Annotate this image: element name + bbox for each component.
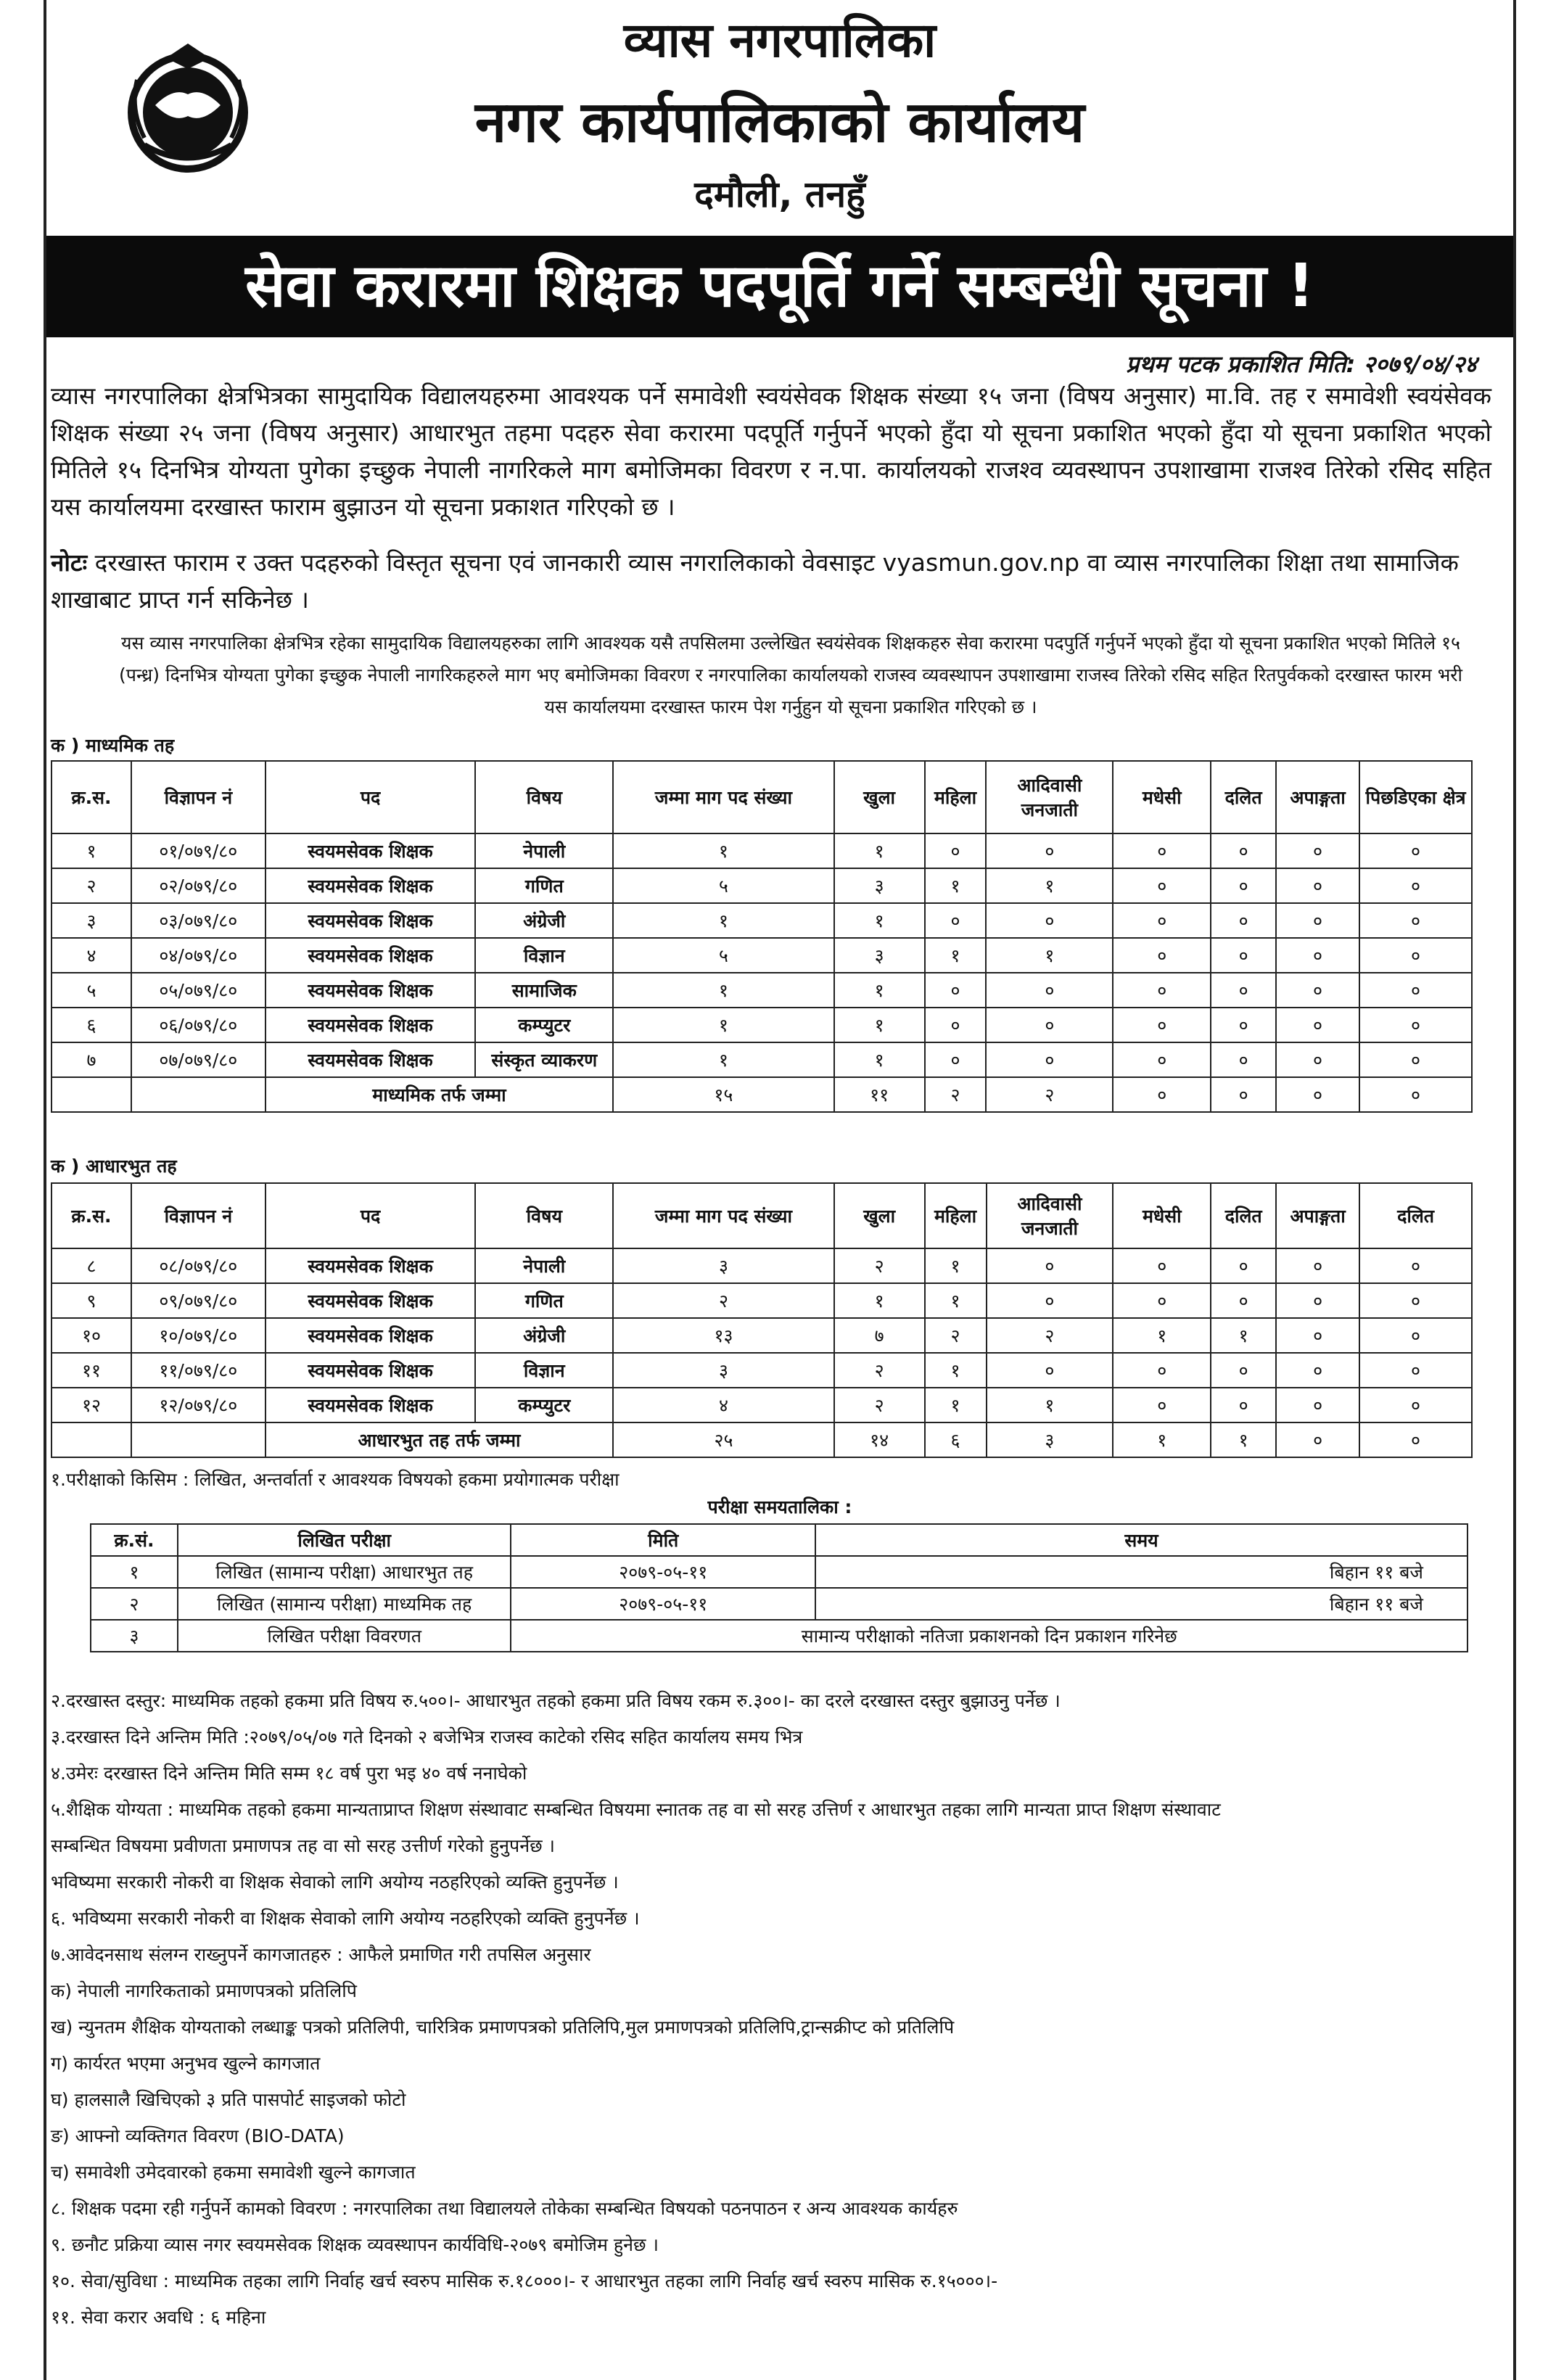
list-item: भविष्यमा सरकारी नोकरी वा शिक्षक सेवाको लागि अयोग्य नठहरिएको व्यक्ति हुनुपर्नेछ ।: [51, 1872, 619, 1893]
total-cell: १: [1211, 1422, 1276, 1457]
cell: गणित: [475, 1283, 613, 1318]
secondary-table-body: [52, 833, 1472, 1112]
cell: ०: [987, 1283, 1114, 1318]
column-header: खुला: [834, 761, 925, 833]
cell: ०: [1359, 833, 1472, 868]
cell: स्वयमसेवक शिक्षक: [265, 1318, 476, 1353]
list-item: ७.आवेदनसाथ संलग्न राख्नुपर्ने कागजातहरु : आफैले प्रमाणित गरी तपसिल अनुसार: [51, 1944, 591, 1965]
list-item: ११. सेवा करार अवधि : ६ महिना: [51, 2307, 266, 2328]
column-header: क्र.स.: [52, 761, 131, 833]
total-cell: ०: [1113, 1077, 1211, 1112]
total-cell: १: [1113, 1422, 1211, 1457]
cell: नेपाली: [475, 833, 613, 868]
total-cell: ११: [834, 1077, 925, 1112]
cell: ०: [1113, 833, 1211, 868]
cell: ०: [1359, 903, 1472, 938]
cell: ०: [925, 1042, 987, 1077]
cell: १: [834, 833, 925, 868]
cell: ०: [1276, 868, 1359, 903]
cell: १: [925, 1388, 987, 1422]
basic-header-row: [52, 1183, 1472, 1248]
cell: ०: [1276, 1042, 1359, 1077]
total-cell: १५: [613, 1077, 833, 1112]
cell: स्वयमसेवक शिक्षक: [265, 1248, 476, 1283]
cell: ०: [1276, 1318, 1359, 1353]
conditions-list: [51, 1683, 1491, 2336]
total-cell: ०: [1211, 1077, 1276, 1112]
cell: ०: [1113, 1248, 1211, 1283]
secondary-header-row: [52, 761, 1472, 833]
cell: ०: [986, 973, 1113, 1008]
cell: नेपाली: [475, 1248, 613, 1283]
table-row: [52, 1008, 1472, 1042]
table-row: [52, 1042, 1472, 1077]
cell: ८: [52, 1248, 131, 1283]
cell: ३: [91, 1620, 178, 1652]
cell: २: [613, 1283, 834, 1318]
column-header: पिछडिएका क्षेत्र: [1359, 761, 1472, 833]
cell: कम्प्युटर: [475, 1388, 613, 1422]
cell: ०: [1276, 938, 1359, 973]
cell: १: [52, 833, 131, 868]
column-header: विषय: [475, 1183, 613, 1248]
list-item: च) समावेशी उमेदवारको हकमा समावेशी खुल्ने कागजात: [51, 2162, 416, 2183]
table-row: [52, 973, 1472, 1008]
secondary-table: [51, 760, 1473, 1113]
total-row: [52, 1077, 1472, 1112]
cell: २: [925, 1318, 987, 1353]
cell: ५: [613, 868, 833, 903]
list-item: ६. भविष्यमा सरकारी नोकरी वा शिक्षक सेवाको लागि अयोग्य नठहरिएको व्यक्ति हुनुपर्नेछ ।: [51, 1908, 640, 1929]
cell: १: [834, 1042, 925, 1077]
cell: ६: [52, 1008, 131, 1042]
cell: अंग्रेजी: [475, 1318, 613, 1353]
note-text: दरखास्त फाराम र उक्त पदहरुको विस्तृत सूचना एवं जानकारी व्यास नगरालिकाको वेवसाइट vyasmun.gov.np वा व्यास नगरपालिका शिक्षा तथा सामाजिक शाखाबाट प्राप्त गर्न सकिनेछ ।: [51, 548, 1459, 614]
column-header: मिति: [511, 1524, 815, 1556]
column-header: जम्मा माग पद संख्या: [613, 1183, 834, 1248]
table-row: [91, 1588, 1468, 1620]
column-header: विज्ञापन नं: [131, 1183, 265, 1248]
list-item: ख) न्युनतम शैक्षिक योग्यताको लब्धाङ्क पत्रको प्रतिलिपी, चारित्रिक प्रमाणपत्रको प्रतिलिपि,मुल प्रमाणपत्रको प्रतिलिपि,ट्रान्सक्रीप्ट को प्रतिलिपि: [51, 2017, 955, 2038]
cell: १: [925, 1248, 987, 1283]
cell: स्वयमसेवक शिक्षक: [265, 1008, 476, 1042]
cell: ०: [1211, 1283, 1276, 1318]
total-cell: ०: [1359, 1077, 1472, 1112]
list-item: ५.शैक्षिक योग्यता : माध्यमिक तहको हकमा मान्यताप्राप्त शिक्षण संस्थावाट सम्बन्धित विषयमा स्नातक तह वा सो सरह उत्तिर्ण र आधारभुत तहका लागि मान्यता प्राप्त शिक्षण संस्थावाट: [51, 1799, 1221, 1820]
cell: सामाजिक: [475, 973, 613, 1008]
column-header: जम्मा माग पद संख्या: [613, 761, 833, 833]
cell: ०: [1276, 1283, 1359, 1318]
cell: ११/०७९/८०: [131, 1353, 265, 1388]
column-header: समय: [815, 1524, 1468, 1556]
list-item: २.दरखास्त दस्तुर: माध्यमिक तहको हकमा प्रति विषय रु.५००।- आधारभुत तहको हकमा प्रति विषय रकम रु.३००।- का दरले दरखास्त दस्तुर बुझाउनु पर्नेछ ।: [51, 1690, 1061, 1711]
cell: ०: [925, 1008, 987, 1042]
cell: ३: [613, 1248, 834, 1283]
cell: [52, 1422, 131, 1457]
office-address: दमौली, तनहुँ: [694, 173, 865, 215]
cell: ०७/०७९/८०: [131, 1042, 265, 1077]
table-row: [52, 1283, 1472, 1318]
cell: २०७९-०५-११: [511, 1588, 815, 1620]
cell: २: [52, 868, 131, 903]
cell: १०/०७९/८०: [131, 1318, 265, 1353]
cell: सामान्य परीक्षाको नतिजा प्रकाशनको दिन प्रकाशन गरिनेछ: [511, 1620, 1468, 1652]
cell: ०: [1359, 868, 1472, 903]
cell: ७: [834, 1318, 925, 1353]
cell: १: [925, 1283, 987, 1318]
cell: २०७९-०५-११: [511, 1556, 815, 1588]
total-cell: ०: [1276, 1077, 1359, 1112]
cell: स्वयमसेवक शिक्षक: [265, 833, 476, 868]
cell: गणित: [475, 868, 613, 903]
cell: ०८/०७९/८०: [131, 1248, 265, 1283]
cell: ०: [1113, 868, 1211, 903]
cell: ०: [986, 833, 1113, 868]
cell: १: [925, 1353, 987, 1388]
cell: ०: [1359, 973, 1472, 1008]
table-row: [91, 1620, 1468, 1652]
column-header: अपाङ्गता: [1276, 1183, 1359, 1248]
cell: स्वयमसेवक शिक्षक: [265, 1353, 476, 1388]
note-label: नोटः: [51, 548, 88, 577]
cell: ०: [1276, 1388, 1359, 1422]
schedule-body: [91, 1556, 1468, 1652]
cell: ०३/०७९/८०: [131, 903, 265, 938]
cell: १: [834, 1283, 925, 1318]
column-header: विज्ञापन नं: [131, 761, 265, 833]
table-row: [52, 1388, 1472, 1422]
column-header: मधेसी: [1113, 1183, 1211, 1248]
cell: १: [613, 903, 833, 938]
publish-date: प्रथम पटक प्रकाशित मिति: २०७९/०४/२४: [1126, 350, 1477, 378]
header: [46, 0, 1513, 218]
cell: २: [834, 1353, 925, 1388]
column-header: महिला: [925, 1183, 987, 1248]
column-header: खुला: [834, 1183, 925, 1248]
cell: ०: [1211, 833, 1276, 868]
cell: ०: [1211, 1388, 1276, 1422]
cell: लिखित (सामान्य परीक्षा) माध्यमिक तह: [178, 1588, 511, 1620]
cell: ०: [1359, 1353, 1472, 1388]
total-cell: ०: [1359, 1422, 1472, 1457]
cell: ०: [1211, 938, 1276, 973]
cell: ०: [1359, 1042, 1472, 1077]
cell: १२/०७९/८०: [131, 1388, 265, 1422]
cell: ३: [834, 938, 925, 973]
column-header: दलित: [1359, 1183, 1472, 1248]
column-header: मधेसी: [1113, 761, 1211, 833]
cell: ०४/०७९/८०: [131, 938, 265, 973]
cell: ०: [1359, 1283, 1472, 1318]
table-row: [52, 903, 1472, 938]
cell: २: [987, 1318, 1114, 1353]
cell: ०: [1276, 1008, 1359, 1042]
table-row: [52, 1248, 1472, 1283]
cell: स्वयमसेवक शिक्षक: [265, 938, 476, 973]
cell: ०: [987, 1353, 1114, 1388]
column-header: पद: [265, 1183, 476, 1248]
cell: [131, 1077, 265, 1112]
cell: ११: [52, 1353, 131, 1388]
cell: विज्ञान: [475, 1353, 613, 1388]
column-header: पद: [265, 761, 476, 833]
total-cell: ०: [1276, 1422, 1359, 1457]
cell: स्वयमसेवक शिक्षक: [265, 868, 476, 903]
cell: ०: [1113, 1042, 1211, 1077]
cell: ०: [1113, 1388, 1211, 1422]
list-item: क) नेपाली नागरिकताको प्रमाणपत्रको प्रतिलिपि: [51, 1980, 357, 2001]
cell: १: [834, 1008, 925, 1042]
cell: ०: [1359, 1388, 1472, 1422]
table-row: [52, 1318, 1472, 1353]
cell: १३: [613, 1318, 834, 1353]
municipality-name: व्यास नगरपालिका: [623, 12, 937, 68]
cell: ०: [1113, 973, 1211, 1008]
table-row: [52, 938, 1472, 973]
cell: ०: [1276, 1248, 1359, 1283]
cell: ९: [52, 1283, 131, 1318]
cell: ०१/०७९/८०: [131, 833, 265, 868]
cell: १: [613, 1008, 833, 1042]
list-item: ३.दरखास्त दिने अन्तिम मिति :२०७९/०५/०७ गते दिनको २ बजेभित्र राजस्व काटेको रसिद सहित कार्यालय समय भित्र: [51, 1726, 803, 1747]
cell: १: [925, 868, 987, 903]
cell: ४: [613, 1388, 834, 1422]
cell: १: [1113, 1318, 1211, 1353]
cell: कम्प्युटर: [475, 1008, 613, 1042]
column-header: दलित: [1211, 761, 1276, 833]
cell: संस्कृत व्याकरण: [475, 1042, 613, 1077]
cell: ०: [1211, 1042, 1276, 1077]
list-item: १०. सेवा/सुविधा : माध्यमिक तहका लागि निर्वाह खर्च स्वरुप मासिक रु.१८०००।- र आधारभुत तहका लागि निर्वाह खर्च स्वरुप मासिक रु.१५०००।-: [51, 2270, 998, 2292]
cell: ७: [52, 1042, 131, 1077]
cell: ०: [1211, 903, 1276, 938]
intro-paragraph-2: यस व्यास नगरपालिका क्षेत्रभित्र रहेका सामुदायिक विद्यालयहरुका लागि आवश्यक यसै तपसिलमा उल्लेखित स्वयंसेवक शिक्षकहरु सेवा करारमा पदपुर्ति गर्नुपर्ने भएको हुँदा यो सूचना प्रकाशित भएको मितिले १५ (पन्ध्र) दिनभित्र योग्यता पुगेका इच्छुक नेपाली नागरिकहरुले माग भए बमोजिमका विवरण र नगरपालिका कार्यालयको राजस्व व्यवस्थापन उपशाखामा राजस्व तिरेको रसिद सहित रितपुर्वकको दरखास्त फारम भरी यस कार्यालयमा दरखास्त फारम पेश गर्नुहुन यो सूचना प्रकाशित गरिएको छ ।: [119, 633, 1462, 717]
cell: ०: [986, 903, 1113, 938]
cell: ०: [1113, 1353, 1211, 1388]
cell: १: [91, 1556, 178, 1588]
cell: ५: [52, 973, 131, 1008]
total-label: आधारभुत तह तर्फ जम्मा: [265, 1422, 613, 1457]
cell: १: [1211, 1318, 1276, 1353]
cell: स्वयमसेवक शिक्षक: [265, 973, 476, 1008]
cell: १: [834, 903, 925, 938]
cell: ०: [986, 1008, 1113, 1042]
schedule-header-row: [91, 1524, 1468, 1556]
cell: १: [613, 1042, 833, 1077]
cell: ३: [52, 903, 131, 938]
column-header: क्र.स.: [52, 1183, 131, 1248]
cell: बिहान ११ बजे: [815, 1556, 1468, 1588]
cell: बिहान ११ बजे: [815, 1588, 1468, 1620]
cell: ०५/०७९/८०: [131, 973, 265, 1008]
cell: ०: [1211, 1248, 1276, 1283]
total-cell: १४: [834, 1422, 925, 1457]
column-header: आदिवासी जनजाती: [986, 761, 1113, 833]
cell: ०९/०७९/८०: [131, 1283, 265, 1318]
total-cell: २: [925, 1077, 987, 1112]
cell: ५: [613, 938, 833, 973]
cell: ०: [986, 1042, 1113, 1077]
column-header: आदिवासी जनजाती: [987, 1183, 1114, 1248]
cell: २: [91, 1588, 178, 1620]
column-header: विषय: [475, 761, 613, 833]
total-cell: २: [986, 1077, 1113, 1112]
total-cell: ३: [987, 1422, 1114, 1457]
cell: ०: [925, 903, 987, 938]
column-header: लिखित परीक्षा: [178, 1524, 511, 1556]
cell: ०: [1211, 973, 1276, 1008]
cell: ०: [1359, 938, 1472, 973]
notice-banner: सेवा करारमा शिक्षक पदपूर्ति गर्ने सम्बन्धी सूचना !: [46, 236, 1513, 337]
cell: १: [987, 1388, 1114, 1422]
basic-section-title: क ) आधारभुत तह: [51, 1156, 177, 1177]
cell: अंग्रेजी: [475, 903, 613, 938]
list-item: ग) कार्यरत भएमा अनुभव खुल्ने कागजात: [51, 2053, 321, 2074]
cell: स्वयमसेवक शिक्षक: [265, 1283, 476, 1318]
cell: स्वयमसेवक शिक्षक: [265, 1388, 476, 1422]
list-item: ४.उमेरः दरखास्त दिने अन्तिम मिति सम्म १८ वर्ष पुरा भइ ४० वर्ष ननाघेको: [51, 1763, 527, 1784]
cell: १: [986, 868, 1113, 903]
cell: विज्ञान: [475, 938, 613, 973]
cell: ०: [1113, 1008, 1211, 1042]
cell: ०: [1359, 1248, 1472, 1283]
list-item: ङ) आफ्नो व्यक्तिगत विवरण (BIO-DATA): [51, 2125, 345, 2146]
cell: १: [834, 973, 925, 1008]
cell: ०: [925, 833, 987, 868]
list-item: घ) हालसालै खिचिएको ३ प्रति पासपोर्ट साइजको फोटो: [51, 2089, 406, 2110]
table-row: [52, 833, 1472, 868]
list-item: ९. छनौट प्रक्रिया व्यास नगर स्वयमसेवक शिक्षक व्यवस्थापन कार्यविधि-२०७९ बमोजिम हुनेछ ।: [51, 2234, 659, 2255]
column-header: अपाङ्गता: [1276, 761, 1359, 833]
total-cell: २५: [613, 1422, 834, 1457]
cell: १: [613, 973, 833, 1008]
intro-paragraph: व्यास नगरपालिका क्षेत्रभित्रका सामुदायिक विद्यालयहरुमा आवश्यक पर्ने समावेशी स्वयंसेवक शिक्षक संख्या १५ जना (विषय अनुसार) मा.वि. तह र समावेशी स्वयंसेवक शिक्षक संख्या २५ जना (विषय अनुसार) आधारभुत तहमा पदहरु सेवा करारमा पदपूर्ति गर्नुपर्ने भएको हुँदा यो सूचना प्रकाशित भएको हुँदा यो सूचना प्रकाशित भएको मितिले १५ दिनभित्र योग्यता पुगेका इच्छुक नेपाली नागरिकले माग बमोजिमका विवरण र न.पा. कार्यालयको राजश्व व्यवस्थापन उपशाखामा राजश्व तिरेको रसिद सहित यस कार्यालयमा दरखास्त फाराम बुझाउन यो सूचना प्रकाशत गरिएको छ ।: [51, 382, 1491, 521]
basic-table-body: [52, 1248, 1472, 1457]
note-paragraph: [51, 544, 1491, 618]
notice-page: [44, 0, 1516, 2380]
cell: १: [925, 938, 987, 973]
total-cell: ६: [925, 1422, 987, 1457]
cell: १२: [52, 1388, 131, 1422]
list-item: ८. शिक्षक पदमा रही गर्नुपर्ने कामको विवरण : नगरपालिका तथा विद्यालयले तोकेका सम्बन्धित विषयको पठनपाठन र अन्य आवश्यक कार्यहरु: [51, 2198, 958, 2219]
cell: ०: [925, 973, 987, 1008]
table-row: [52, 1353, 1472, 1388]
cell: स्वयमसेवक शिक्षक: [265, 1042, 476, 1077]
cell: लिखित परीक्षा विवरणत: [178, 1620, 511, 1652]
cell: २: [834, 1388, 925, 1422]
cell: १०: [52, 1318, 131, 1353]
schedule-title: परीक्षा समयतालिका :: [707, 1496, 852, 1518]
cell: ०: [1113, 938, 1211, 973]
cell: ०: [1211, 868, 1276, 903]
column-header: क्र.सं.: [91, 1524, 178, 1556]
cell: ०६/०७९/८०: [131, 1008, 265, 1042]
office-name: नगर कार्यपालिकाको कार्यालय: [474, 90, 1085, 155]
cell: ०: [987, 1248, 1114, 1283]
schedule-table: [90, 1523, 1468, 1652]
cell: १: [986, 938, 1113, 973]
cell: लिखित (सामान्य परीक्षा) आधारभुत तह: [178, 1556, 511, 1588]
table-row: [52, 868, 1472, 903]
table-row: [91, 1556, 1468, 1588]
cell: ०: [1211, 1353, 1276, 1388]
cell: ०: [1113, 903, 1211, 938]
cell: ३: [834, 868, 925, 903]
cell: [131, 1422, 265, 1457]
column-header: महिला: [925, 761, 987, 833]
cell: ०: [1276, 903, 1359, 938]
cell: [52, 1077, 131, 1112]
cell: ०: [1211, 1008, 1276, 1042]
cell: ४: [52, 938, 131, 973]
cell: ०: [1276, 833, 1359, 868]
cell: स्वयमसेवक शिक्षक: [265, 903, 476, 938]
column-header: दलित: [1211, 1183, 1276, 1248]
exam-type: १.परीक्षाको किसिम : लिखित, अन्तर्वार्ता र आवश्यक विषयको हकमा प्रयोगात्मक परीक्षा: [51, 1469, 619, 1490]
secondary-section-title: क ) माध्यमिक तह: [51, 735, 175, 756]
total-label: माध्यमिक तर्फ जम्मा: [265, 1077, 613, 1112]
cell: ०: [1276, 1353, 1359, 1388]
list-item: सम्बन्धित विषयमा प्रवीणता प्रमाणपत्र तह वा सो सरह उत्तीर्ण गरेको हुनुपर्नेछ ।: [51, 1835, 556, 1856]
cell: ०: [1359, 1008, 1472, 1042]
cell: ३: [613, 1353, 834, 1388]
cell: ०: [1359, 1318, 1472, 1353]
cell: ०: [1276, 973, 1359, 1008]
basic-table: [51, 1182, 1473, 1458]
cell: १: [613, 833, 833, 868]
total-row: [52, 1422, 1472, 1457]
cell: २: [834, 1248, 925, 1283]
cell: ०: [1113, 1283, 1211, 1318]
cell: ०२/०७९/८०: [131, 868, 265, 903]
